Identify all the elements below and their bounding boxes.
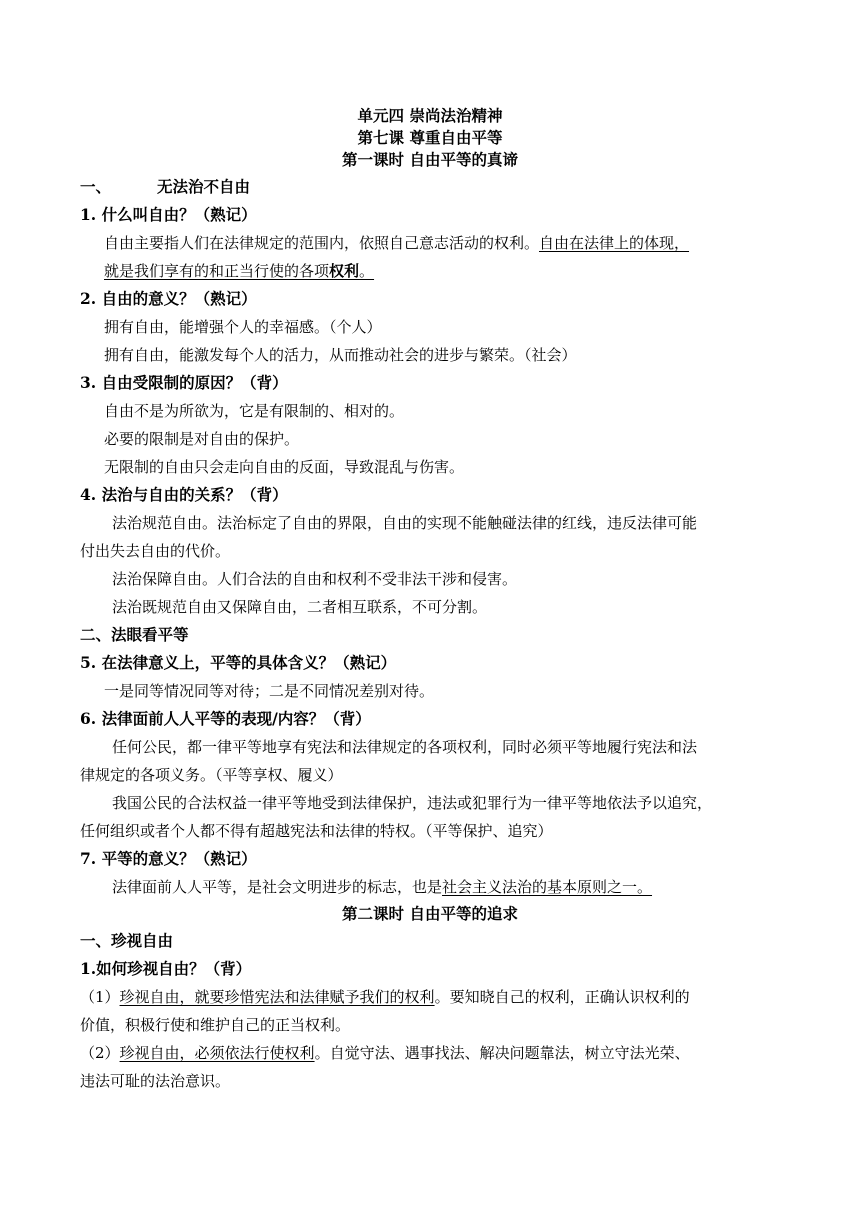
q6-line4: 任何组织或者个人都不得有超越宪法和法律的特权。（平等保护、追究） [80, 822, 553, 840]
s3-q1-p2-line2: 违法可耻的法治意识。 [80, 1072, 231, 1090]
s3-q1-p2-line1 [80, 1042, 690, 1064]
s3-q1-p1-rest: 。要知晓自己的权利，正确认识权利的 [434, 988, 690, 1006]
q1-line1-underlined: 自由在法律上的体现， [539, 234, 690, 252]
q3-title: 3. 自由受限制的原因？（背） [80, 373, 288, 392]
q4-title: 4. 法治与自由的关系？（背） [80, 485, 288, 504]
q2-title: 2. 自由的意义？（熟记） [80, 289, 257, 308]
q4-line1: 法治规范自由。法治标定了自由的界限，自由的实现不能触碰法律的红线，违反法律可能 [112, 514, 698, 532]
q2-line2: 拥有自由，能激发每个人的活力，从而推动社会的进步与繁荣。（社会） [104, 346, 577, 364]
q6-title: 6. 法律面前人人平等的表现/内容？（背） [80, 709, 371, 728]
q1-line2 [104, 260, 374, 282]
q3-line3: 无限制的自由只会走向自由的反面，导致混乱与伤害。 [104, 458, 465, 476]
period2-title: 第二课时 自由平等的追求 [342, 904, 518, 923]
q3-line2: 必要的限制是对自由的保护。 [104, 430, 300, 448]
lesson-title: 第七课 尊重自由平等 [357, 128, 503, 147]
section1-heading-text: 无法治不自由 [157, 177, 251, 196]
q3-line1: 自由不是为所欲为，它是有限制的、相对的。 [104, 402, 405, 420]
s3-q1-p1-underlined: 珍视自由，就要珍惜宪法和法律赋予我们的权利 [119, 988, 435, 1006]
s3-q1-title: 1.如何珍视自由？（背） [80, 959, 252, 978]
s3-q1-p2-underlined: 珍视自由，必须依法行使权利 [119, 1044, 315, 1062]
section1-heading-num: 一、 [80, 177, 112, 196]
q1-line1 [104, 232, 689, 254]
q4-line3: 法治保障自由。人们合法的自由和权利不受非法干涉和侵害。 [112, 570, 518, 588]
period1-title: 第一课时 自由平等的真谛 [342, 150, 518, 169]
q7-title: 7. 平等的意义？（熟记） [80, 849, 257, 868]
section1-heading [80, 176, 250, 198]
q4-line2: 付出失去自由的代价。 [80, 542, 231, 560]
q1-title: 1. 什么叫自由？（熟记） [80, 205, 257, 224]
q7-line1-text: 法律面前人人平等，是社会文明进步的标志，也是 [112, 878, 443, 896]
q4-line4: 法治既规范自由又保障自由，二者相互联系，不可分割。 [112, 598, 488, 616]
q5-title: 5. 在法律意义上，平等的具体含义？（熟记） [80, 653, 397, 672]
q2-line1: 拥有自由，能增强个人的幸福感。（个人） [104, 318, 382, 336]
q1-line2-underlined: 就是我们享有的和正当行使的各项 [104, 262, 330, 280]
q1-line2-keyword: 权利 [329, 262, 360, 280]
q6-line1: 任何公民，都一律平等地享有宪法和法律规定的各项权利，同时必须平等地履行宪法和法 [112, 738, 698, 756]
q5-line1: 一是同等情况同等对待；二是不同情况差别对待。 [104, 682, 435, 700]
section3-heading: 一、珍视自由 [80, 931, 174, 950]
section2-heading: 二、法眼看平等 [80, 625, 189, 644]
q1-line2-end: 。 [359, 262, 375, 280]
s3-q1-p1-line1 [80, 986, 690, 1008]
s3-q1-p1-line2: 价值，积极行使和维护自己的正当权利。 [80, 1016, 351, 1034]
s3-q1-p1-num: （1） [80, 988, 120, 1006]
q6-line3: 我国公民的合法权益一律平等地受到法律保护，违法或犯罪行为一律平等地依法予以追究， [112, 794, 713, 812]
unit-title: 单元四 崇尚法治精神 [357, 106, 503, 125]
q6-line2: 律规定的各项义务。（平等享权、履义） [80, 766, 343, 784]
q7-line1 [112, 876, 652, 898]
s3-q1-p2-num: （2） [80, 1044, 120, 1062]
s3-q1-p2-rest: 。自觉守法、遇事找法、解决问题靠法，树立守法光荣、 [314, 1044, 690, 1062]
q7-line1-underlined: 社会主义法治的基本原则之一。 [442, 878, 653, 896]
q1-line1-text: 自由主要指人们在法律规定的范围内，依照自己意志活动的权利。 [104, 234, 540, 252]
